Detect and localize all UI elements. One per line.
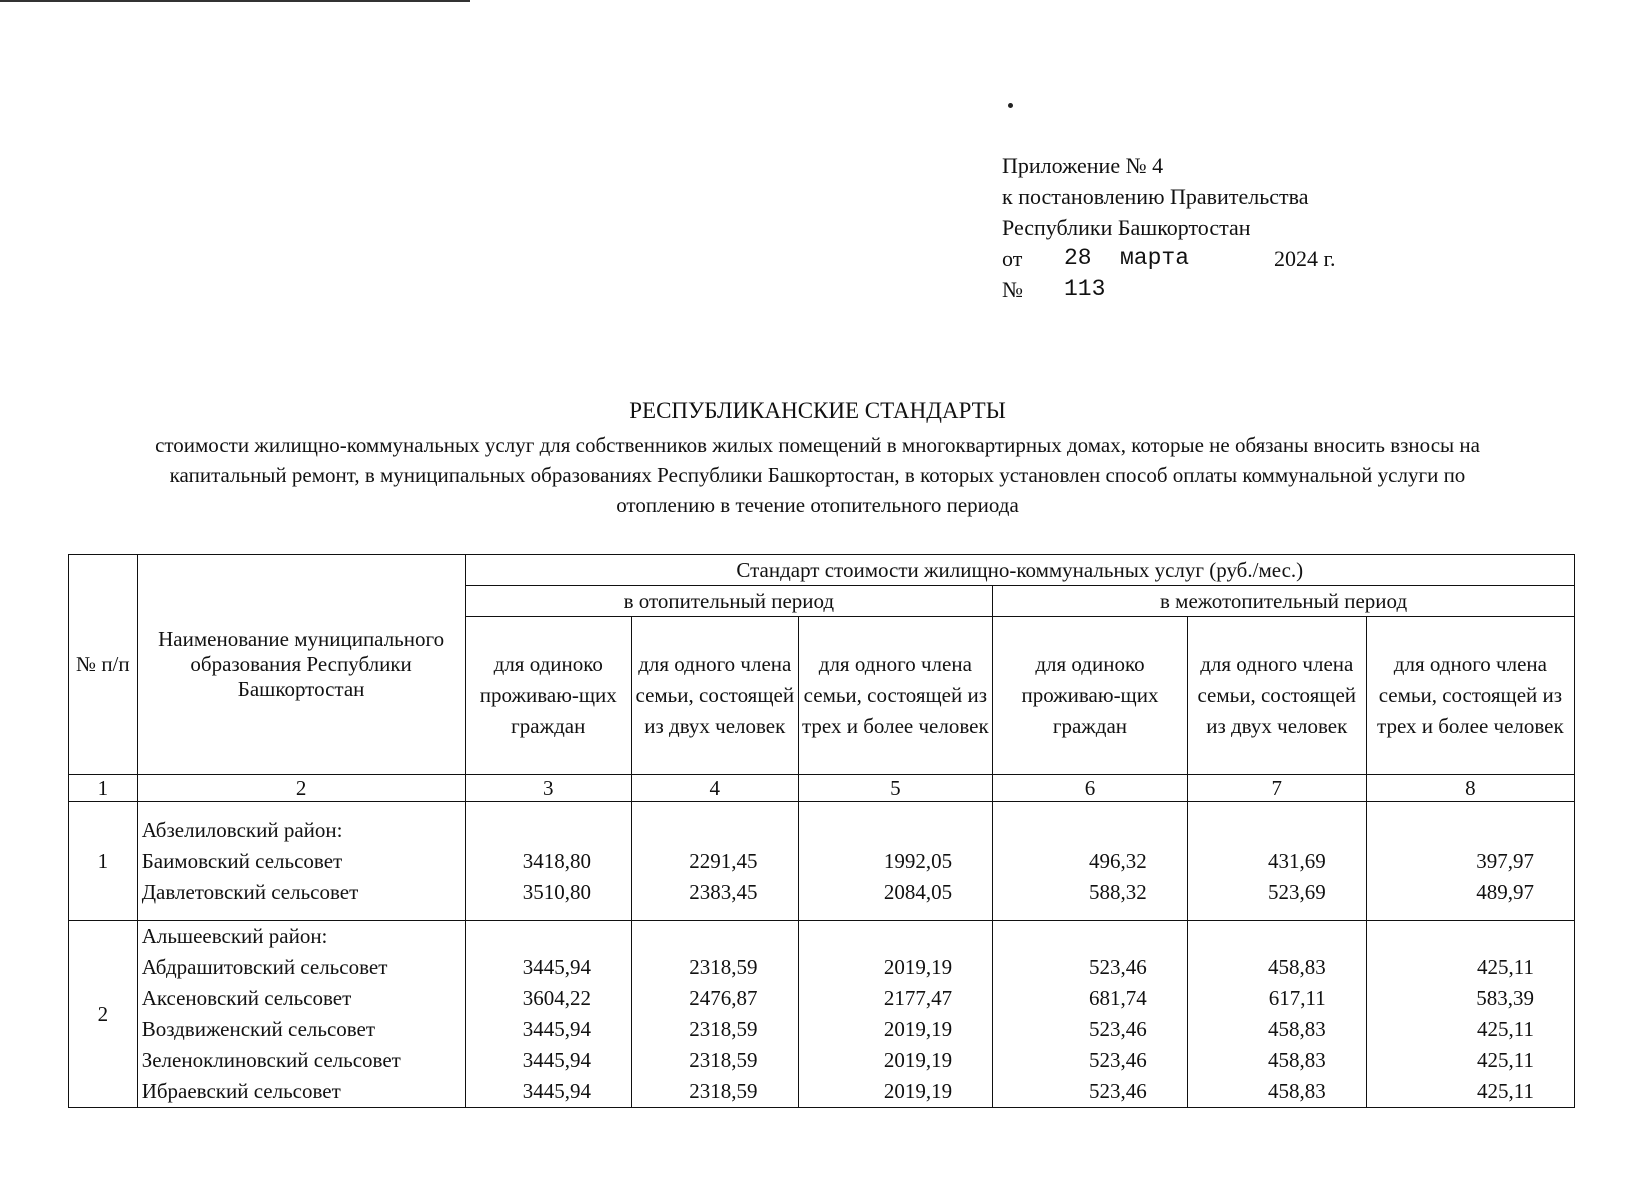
value: 425,11 [1477, 955, 1534, 979]
value: 425,11 [1477, 1048, 1534, 1072]
table-row [69, 802, 1575, 921]
value-cell [632, 802, 799, 921]
date-day: 28 [1064, 245, 1092, 271]
value: 2318,59 [689, 1048, 758, 1072]
value-cell [632, 921, 799, 1108]
value: 523,46 [1089, 1079, 1147, 1103]
appendix-number-line [1002, 274, 1308, 305]
value: 3445,94 [522, 955, 592, 979]
row-number-text: 1 [97, 848, 109, 873]
appendix-line-2: к постановлению Правительства [1002, 184, 1309, 209]
value-cell [1187, 802, 1366, 921]
value: 397,97 [1476, 848, 1534, 873]
value: 523,69 [1268, 879, 1326, 904]
municipality-name: Зеленоклиновский сельсовет [141, 1048, 401, 1072]
header-nonheating-single: для одиноко проживаю-щих граждан [993, 617, 1188, 775]
value: 458,83 [1268, 1017, 1326, 1041]
header-name: Наименование муниципального образования Республики Башкортостан [137, 555, 465, 775]
column-number: 5 [798, 775, 993, 802]
value: 2318,59 [689, 1017, 758, 1041]
value: 458,83 [1268, 1048, 1326, 1072]
value: 2383,45 [689, 879, 758, 904]
header-group: Стандарт стоимости жилищно-коммунальных услуг (руб./мес.) [465, 555, 1574, 586]
value: 2291,45 [689, 848, 758, 873]
header-heating-three: для одного члена семьи, состоящей из трех и более человек [798, 617, 993, 775]
column-number-row [69, 775, 1575, 802]
document-title: РЕСПУБЛИКАНСКИЕ СТАНДАРТЫ [629, 398, 1006, 423]
value: 2019,19 [883, 955, 953, 979]
row-number [69, 802, 138, 921]
value-cell [1187, 921, 1366, 1108]
column-number: 7 [1187, 775, 1366, 802]
date-prefix: от [1002, 246, 1023, 271]
column-number: 4 [632, 775, 799, 802]
municipality-name: Воздвиженский сельсовет [141, 1017, 376, 1041]
header-heating-two: для одного члена семьи, состоящей из двух человек [632, 617, 799, 775]
number-label: № [1002, 277, 1023, 302]
column-number: 8 [1366, 775, 1574, 802]
value: 617,11 [1268, 986, 1326, 1010]
column-number: 1 [69, 775, 138, 802]
value: 2019,19 [883, 1079, 953, 1103]
value: 2177,47 [883, 986, 953, 1010]
header-nonheating-three: для одного члена семьи, состоящей из трех и более человек [1366, 617, 1574, 775]
name-cell [137, 802, 465, 921]
value: 431,69 [1268, 848, 1326, 873]
value-cell [993, 802, 1188, 921]
scan-edge-line [0, 0, 470, 2]
value: 2019,19 [883, 1017, 953, 1041]
number-value: 113 [1064, 276, 1106, 302]
value: 523,46 [1089, 1048, 1147, 1072]
value: 3445,94 [522, 1079, 592, 1103]
appendix-line-3: Республики Башкортостан [1002, 215, 1251, 240]
value: 2318,59 [689, 1079, 758, 1103]
table-row [69, 921, 1575, 1108]
municipality-name: Баимовский сельсовет [141, 848, 343, 873]
value: 2476,87 [689, 986, 758, 1010]
value-cell [798, 802, 993, 921]
value-cell [465, 802, 632, 921]
value: 489,97 [1476, 879, 1534, 904]
header-heating-period: в отопительный период [465, 586, 993, 617]
value: 458,83 [1268, 955, 1326, 979]
value: 3445,94 [522, 1048, 592, 1072]
value: 523,46 [1089, 955, 1147, 979]
value: 588,32 [1089, 879, 1147, 904]
standards-table [68, 554, 1575, 1108]
row-number-text: 2 [97, 1001, 109, 1026]
value: 425,11 [1477, 1017, 1534, 1041]
column-number: 6 [993, 775, 1188, 802]
value: 425,11 [1477, 1079, 1534, 1103]
municipality-name: Абдрашитовский сельсовет [141, 955, 388, 979]
municipality-name: Аксеновский сельсовет [141, 986, 352, 1010]
header-non-heating-period: в межотопительный период [993, 586, 1575, 617]
district-name: Альшеевский район: [141, 924, 328, 948]
scan-dot [1008, 103, 1013, 108]
value-cell [993, 921, 1188, 1108]
value-cell [1366, 921, 1574, 1108]
value: 3604,22 [522, 986, 592, 1010]
value: 458,83 [1268, 1079, 1326, 1103]
value-cell [798, 921, 993, 1108]
document-subtitle: стоимости жилищно-коммунальных услуг для собственников жилых помещений в многоквартирных домах, которые не обязаны вносить взносы на капитальный ремонт, в муниципальных образованиях Республики Башкортостан, в которых установлен способ оплаты коммунальной услуги по отоплению в течение отопительного периода [155, 433, 1480, 517]
district-name: Абзелиловский район: [141, 817, 343, 842]
appendix-block [1002, 150, 1336, 305]
value: 583,39 [1476, 986, 1534, 1010]
row-number [69, 921, 138, 1108]
value: 523,46 [1089, 1017, 1147, 1041]
value: 496,32 [1089, 848, 1147, 873]
municipality-name: Ибраевский сельсовет [141, 1079, 341, 1103]
value: 1992,05 [883, 848, 953, 873]
header-nonheating-two: для одного члена семьи, состоящей из двух человек [1187, 617, 1366, 775]
date-month: марта [1120, 245, 1190, 271]
name-cell [137, 921, 465, 1108]
value-cell [465, 921, 632, 1108]
value: 2318,59 [689, 955, 758, 979]
column-number: 3 [465, 775, 632, 802]
value: 2019,19 [883, 1048, 953, 1072]
value-cell [1366, 802, 1574, 921]
column-number: 2 [137, 775, 465, 802]
value: 681,74 [1089, 986, 1147, 1010]
date-year: 2024 г. [1274, 246, 1336, 271]
value: 3510,80 [522, 879, 592, 904]
value: 2084,05 [883, 879, 953, 904]
appendix-date-line [1002, 243, 1336, 274]
municipality-name: Давлетовский сельсовет [141, 879, 359, 904]
value: 3418,80 [522, 848, 592, 873]
appendix-line-1: Приложение № 4 [1002, 153, 1164, 178]
header-no: № п/п [69, 555, 138, 775]
header-heating-single: для одиноко проживаю-щих граждан [465, 617, 632, 775]
value: 3445,94 [522, 1017, 592, 1041]
